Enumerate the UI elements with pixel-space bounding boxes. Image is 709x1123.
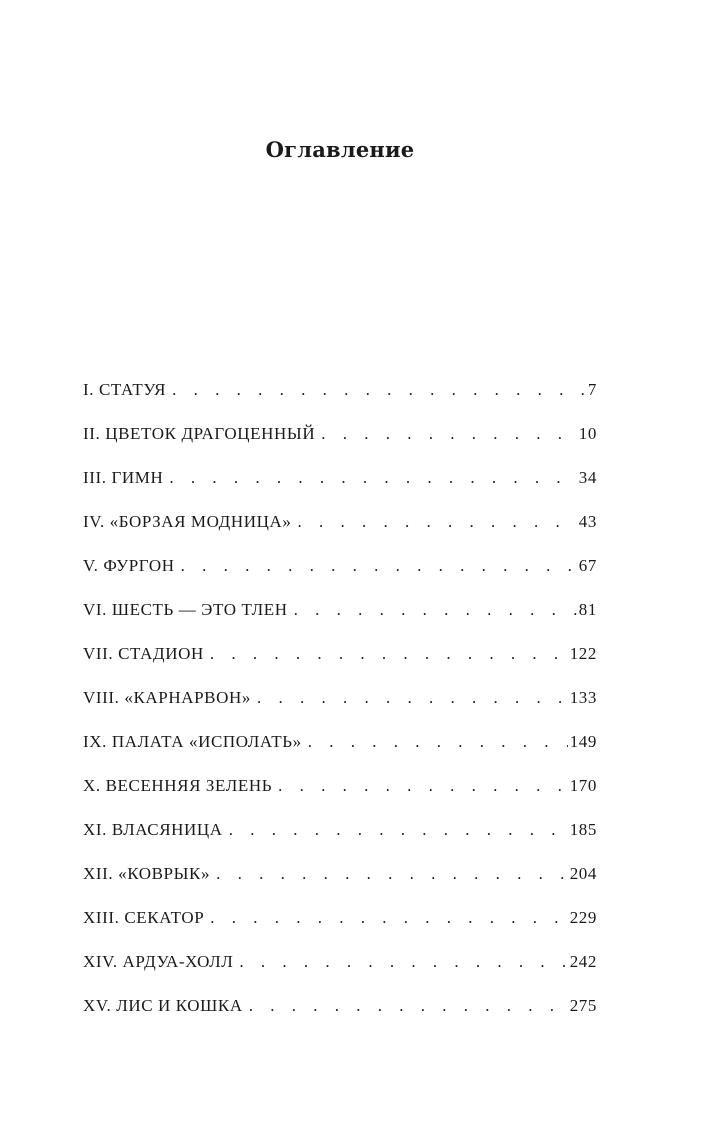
toc-entry-title: XV. ЛИС И КОШКА bbox=[83, 996, 243, 1015]
toc-entry-title: IV. «БОРЗАЯ МОДНИЦА» bbox=[83, 512, 292, 531]
toc-entry-page: 170 bbox=[569, 776, 597, 795]
toc-entry-title: II. ЦВЕТОК ДРАГОЦЕННЫЙ bbox=[83, 424, 316, 443]
toc-entry[interactable] bbox=[83, 644, 597, 688]
toc-entry-title: V. ФУРГОН bbox=[83, 556, 175, 575]
dot-leader bbox=[249, 996, 568, 1016]
toc-entry[interactable] bbox=[83, 688, 597, 732]
toc-entry-title: XII. «КОВРЫК» bbox=[83, 864, 211, 883]
dot-leader bbox=[297, 512, 576, 532]
toc-entry-page: 122 bbox=[569, 644, 597, 663]
toc-entry[interactable] bbox=[83, 380, 597, 424]
toc-entry[interactable] bbox=[83, 512, 597, 556]
toc-entry[interactable] bbox=[83, 952, 597, 996]
toc-entry-title: XIV. АРДУА-ХОЛЛ bbox=[83, 952, 234, 971]
toc-entry[interactable] bbox=[83, 820, 597, 864]
toc-entry[interactable] bbox=[83, 996, 597, 1040]
toc-entry-page: 185 bbox=[569, 820, 597, 839]
toc-entry-page: 149 bbox=[569, 732, 597, 751]
toc-entry-title: X. ВЕСЕННЯЯ ЗЕЛЕНЬ bbox=[83, 776, 273, 795]
toc-entry-title: XIII. СЕКАТОР bbox=[83, 908, 205, 927]
toc-entry[interactable] bbox=[83, 424, 597, 468]
toc-entry-page: 81 bbox=[578, 600, 597, 619]
toc-entry-title: VII. СТАДИОН bbox=[83, 644, 204, 663]
toc-entry-page: 7 bbox=[587, 380, 597, 399]
dot-leader bbox=[181, 556, 577, 576]
dot-leader bbox=[172, 380, 586, 400]
toc-entry-page: 43 bbox=[578, 512, 597, 531]
toc-entry-page: 275 bbox=[569, 996, 597, 1015]
toc-entry-title: I. СТАТУЯ bbox=[83, 380, 167, 399]
dot-leader bbox=[239, 952, 567, 972]
toc-entry[interactable] bbox=[83, 600, 597, 644]
toc-entry[interactable] bbox=[83, 776, 597, 820]
toc-entry-page: 67 bbox=[578, 556, 597, 575]
toc-entry-page: 204 bbox=[569, 864, 597, 883]
dot-leader bbox=[210, 644, 568, 664]
toc-entry[interactable] bbox=[83, 732, 597, 776]
toc-entry[interactable] bbox=[83, 468, 597, 512]
dot-leader bbox=[321, 424, 577, 444]
toc-entry-page: 133 bbox=[569, 688, 597, 707]
page-title: Оглавление bbox=[265, 137, 415, 162]
dot-leader bbox=[294, 600, 577, 620]
dot-leader bbox=[210, 908, 567, 928]
toc-entry-title: XI. ВЛАСЯНИЦА bbox=[83, 820, 223, 839]
toc-entry-title: VI. ШЕСТЬ — ЭТО ТЛЕН bbox=[83, 600, 288, 619]
toc-entry[interactable] bbox=[83, 908, 597, 952]
table-of-contents bbox=[83, 380, 597, 1040]
toc-entry-page: 242 bbox=[569, 952, 597, 971]
dot-leader bbox=[308, 732, 568, 752]
toc-entry-page: 229 bbox=[569, 908, 597, 927]
dot-leader bbox=[229, 820, 568, 840]
toc-entry[interactable] bbox=[83, 864, 597, 908]
toc-entry[interactable] bbox=[83, 556, 597, 600]
toc-entry-title: IX. ПАЛАТА «ИСПОЛАТЬ» bbox=[83, 732, 302, 751]
dot-leader bbox=[216, 864, 568, 884]
toc-entry-title: III. ГИМН bbox=[83, 468, 164, 487]
toc-entry-title: VIII. «КАРНАРВОН» bbox=[83, 688, 251, 707]
dot-leader bbox=[169, 468, 576, 488]
dot-leader bbox=[278, 776, 568, 796]
toc-entry-page: 10 bbox=[578, 424, 597, 443]
dot-leader bbox=[257, 688, 568, 708]
toc-entry-page: 34 bbox=[578, 468, 597, 487]
